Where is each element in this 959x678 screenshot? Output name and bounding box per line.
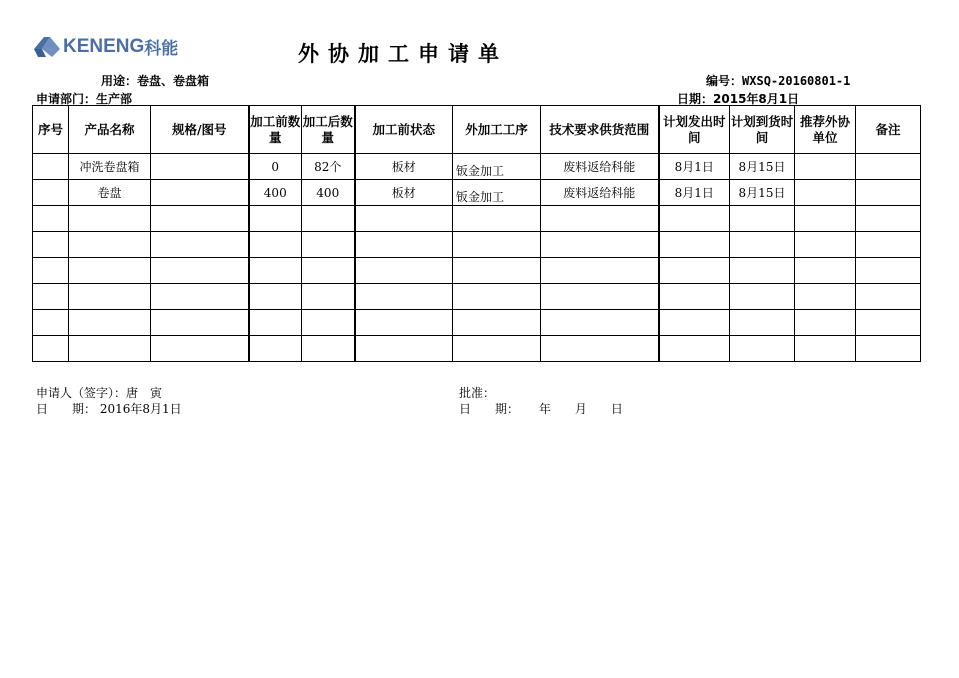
table-cell: 板材 [355, 180, 453, 206]
table-cell [795, 232, 856, 258]
approval-line [459, 384, 495, 401]
table-cell [453, 258, 541, 284]
table-cell: 8月15日 [730, 154, 795, 180]
table-cell [541, 284, 659, 310]
table-cell [69, 232, 151, 258]
table-cell [453, 232, 541, 258]
table-cell [33, 258, 69, 284]
header-cell: 计划到货时间 [730, 106, 795, 154]
table-cell [33, 336, 69, 362]
table-cell [856, 284, 921, 310]
table-cell: 废料返给科能 [541, 180, 659, 206]
header-cell: 规格/图号 [151, 106, 249, 154]
table-row [33, 206, 921, 232]
table-cell [69, 336, 151, 362]
request-table [32, 105, 921, 362]
applicant-date-value: 2016年8月1日 [99, 402, 182, 416]
table-cell [249, 258, 302, 284]
table-cell [730, 206, 795, 232]
applicant-line [36, 384, 162, 401]
table-cell [795, 154, 856, 180]
table-cell [355, 310, 453, 336]
table-cell: 0 [249, 154, 302, 180]
applicant-date-line [36, 400, 182, 417]
table-cell [302, 258, 355, 284]
table-cell: 8月1日 [659, 154, 730, 180]
table-cell [730, 336, 795, 362]
code-label: 编号： [706, 74, 743, 88]
date-label: 日期： [677, 92, 714, 106]
purpose-label: 用途： [101, 74, 138, 88]
header-cell: 备注 [856, 106, 921, 154]
table-cell [795, 310, 856, 336]
table-cell [795, 336, 856, 362]
table-cell [453, 284, 541, 310]
table-cell [795, 206, 856, 232]
purpose-value: 卷盘、卷盘箱 [137, 74, 210, 88]
table-cell [659, 232, 730, 258]
table-cell [453, 336, 541, 362]
table-cell [856, 180, 921, 206]
table-cell [541, 232, 659, 258]
approval-date-value: 年 月 日 [538, 402, 623, 416]
table-body [33, 154, 921, 362]
table-row [33, 232, 921, 258]
table-cell [795, 180, 856, 206]
table-cell [302, 232, 355, 258]
table-cell [33, 206, 69, 232]
logo-text-en: KENENG [63, 35, 145, 57]
table-cell [659, 206, 730, 232]
table-cell [355, 258, 453, 284]
table-cell [659, 336, 730, 362]
table-cell [249, 336, 302, 362]
table-row [33, 180, 921, 206]
table-cell [355, 206, 453, 232]
table-row [33, 154, 921, 180]
table-cell: 板材 [355, 154, 453, 180]
table-cell: 82个 [302, 154, 355, 180]
table-cell [355, 284, 453, 310]
table-cell [302, 336, 355, 362]
header-cell: 加工前状态 [355, 106, 453, 154]
table-cell [249, 310, 302, 336]
code-value: WXSQ-20160801-1 [742, 74, 851, 88]
table-row [33, 310, 921, 336]
applicant-date-label: 日 期： [36, 402, 97, 416]
table-cell [355, 232, 453, 258]
table-cell [659, 284, 730, 310]
company-logo [34, 34, 178, 59]
header-cell: 外加工工序 [453, 106, 541, 154]
table-cell: 卷盘 [69, 180, 151, 206]
table-cell [541, 336, 659, 362]
approval-date-line [459, 400, 623, 417]
header-cell: 产品名称 [69, 106, 151, 154]
table-cell [33, 310, 69, 336]
table-cell [69, 206, 151, 232]
table-cell [69, 284, 151, 310]
approval-date-label: 日 期： [459, 402, 520, 416]
table-cell [856, 310, 921, 336]
table-cell [151, 284, 249, 310]
date-value: 2015年8月1日 [713, 92, 800, 106]
table-header-row [33, 106, 921, 154]
table-cell [730, 258, 795, 284]
table-cell [151, 336, 249, 362]
keneng-logo-icon [34, 35, 60, 59]
table-cell [69, 258, 151, 284]
table-cell [659, 258, 730, 284]
table-cell [856, 154, 921, 180]
table-cell [795, 258, 856, 284]
header-cell: 加工后数量 [302, 106, 355, 154]
header-cell: 序号 [33, 106, 69, 154]
table-cell: 钣金加工 [453, 154, 541, 180]
table-cell [151, 180, 249, 206]
approval-label: 批准： [459, 386, 496, 400]
table-cell [249, 232, 302, 258]
header-cell: 计划发出时间 [659, 106, 730, 154]
table-cell [151, 232, 249, 258]
table-cell [856, 336, 921, 362]
table-cell [730, 310, 795, 336]
applicant-label: 申请人（签字）： [36, 386, 127, 400]
table-cell: 废料返给科能 [541, 154, 659, 180]
table-cell [730, 284, 795, 310]
table-cell [453, 206, 541, 232]
table-row [33, 336, 921, 362]
table-cell [249, 284, 302, 310]
table-cell: 8月15日 [730, 180, 795, 206]
table-cell: 冲洗卷盘箱 [69, 154, 151, 180]
page-title: 外协加工申请单 [298, 41, 508, 66]
table-cell [795, 284, 856, 310]
table-cell [541, 206, 659, 232]
table-cell [302, 206, 355, 232]
header-cell: 加工前数量 [249, 106, 302, 154]
table-row [33, 258, 921, 284]
table-cell [33, 232, 69, 258]
table-cell: 400 [249, 180, 302, 206]
table-cell [33, 154, 69, 180]
table-cell [151, 154, 249, 180]
table-cell [730, 232, 795, 258]
table-cell [69, 310, 151, 336]
table-cell [659, 310, 730, 336]
table-cell [151, 258, 249, 284]
purpose-line [101, 72, 209, 89]
table-cell: 400 [302, 180, 355, 206]
table-cell [33, 284, 69, 310]
header-cell: 推荐外协单位 [795, 106, 856, 154]
table-cell [249, 206, 302, 232]
table-cell [151, 310, 249, 336]
table-cell [33, 180, 69, 206]
table-cell: 钣金加工 [453, 180, 541, 206]
table-cell [302, 310, 355, 336]
table-cell [453, 310, 541, 336]
table-cell [151, 206, 249, 232]
table-cell [541, 310, 659, 336]
table-cell [856, 206, 921, 232]
applicant-name: 唐 寅 [126, 386, 163, 400]
header-cell: 技术要求供货范围 [541, 106, 659, 154]
department-value: 生产部 [96, 92, 133, 106]
table-cell [856, 232, 921, 258]
code-line [706, 72, 850, 89]
table-row [33, 284, 921, 310]
logo-text-cn: 科能 [144, 39, 179, 59]
department-label: 申请部门： [36, 92, 97, 106]
table-cell: 8月1日 [659, 180, 730, 206]
table-cell [302, 284, 355, 310]
table-cell [856, 258, 921, 284]
table-cell [355, 336, 453, 362]
table-cell [541, 258, 659, 284]
